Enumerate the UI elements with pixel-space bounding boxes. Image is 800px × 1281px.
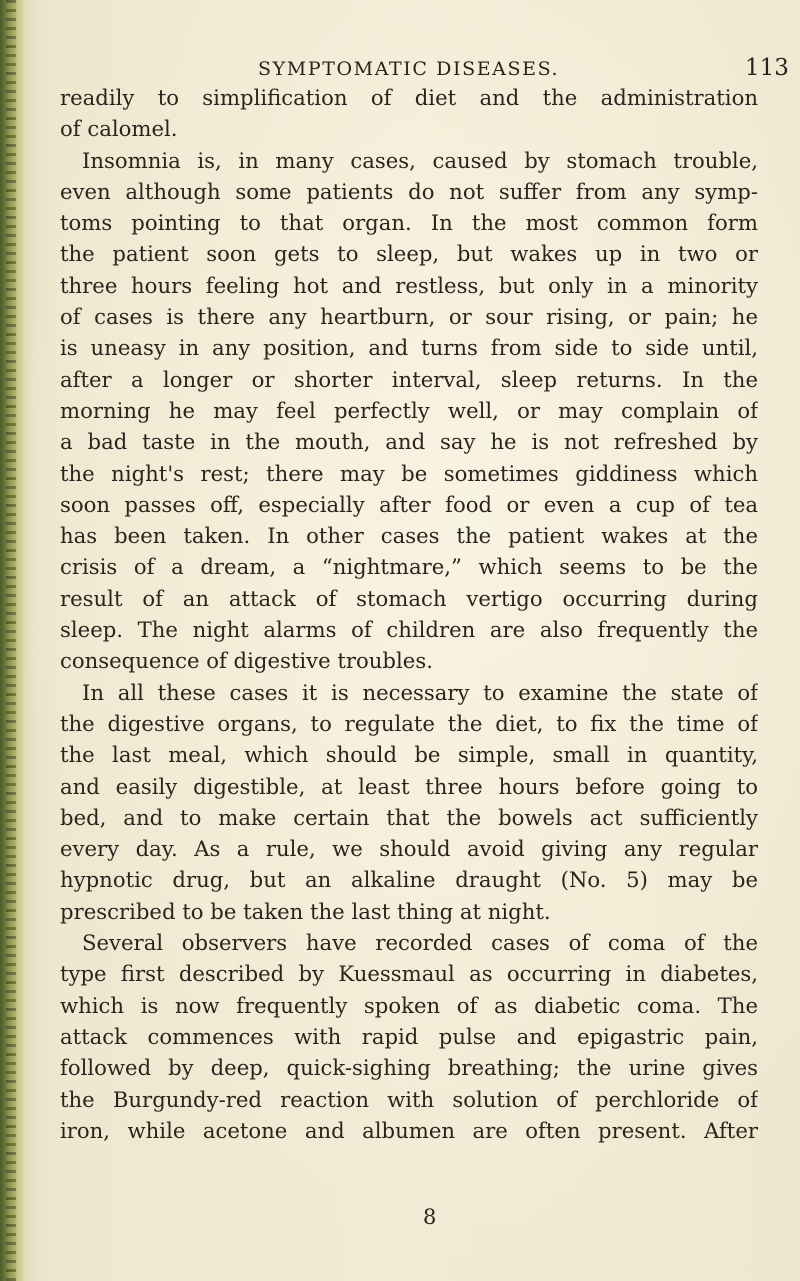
text-line: sleep. The night alarms of children are also frequently the [60, 617, 758, 643]
text-line: morning he may feel perfectly well, or may complain of [60, 397, 758, 423]
text-line: has been taken. In other cases the patient wakes at the [60, 523, 758, 549]
running-head: SYMPTOMATIC DISEASES. [258, 58, 560, 80]
text-line: the night's rest; there may be sometimes giddiness which [60, 460, 758, 486]
text-line: followed by deep, quick-sighing breathing; the urine gives [60, 1055, 758, 1081]
text-line: toms pointing to that organ. In the most common form [60, 210, 758, 236]
text-line: result of an attack of stomach vertigo occurring during [60, 585, 758, 611]
text-line: hypnotic drug, but an alkaline draught (No. 5) may be [60, 867, 758, 893]
text-line: the digestive organs, to regulate the diet, to fix the time of [60, 710, 758, 736]
text-line: bed, and to make certain that the bowels act sufficiently [60, 804, 758, 830]
text-line: readily to simplification of diet and the administration [60, 85, 758, 110]
text-line: three hours feeling hot and restless, but only in a minority [60, 272, 758, 298]
text-line: a bad taste in the mouth, and say he is not refreshed by [60, 429, 758, 455]
text-line: of calomel. [60, 116, 178, 142]
body-text [60, 82, 758, 1146]
text-line: Several observers have recorded cases of coma of the [82, 930, 758, 956]
text-line: Insomnia is, in many cases, caused by stomach trouble, [82, 147, 758, 173]
text-line: type first described by Kuessmaul as occurring in diabetes, [60, 961, 758, 987]
page-binding-edge [0, 0, 34, 1281]
text-line: In all these cases it is necessary to examine the state of [82, 679, 758, 705]
text-line: and easily digestible, at least three hours before going to [60, 773, 758, 799]
page-number: 113 [745, 55, 789, 81]
signature-mark: 8 [423, 1205, 437, 1229]
text-line: after a longer or shorter interval, sleep returns. In the [60, 366, 758, 392]
text-line: even although some patients do not suffer from any symp- [60, 178, 758, 204]
text-line: the last meal, which should be simple, small in quantity, [60, 742, 758, 768]
text-line: iron, while acetone and albumen are often present. After [60, 1117, 758, 1143]
text-line: which is now frequently spoken of as diabetic coma. The [60, 992, 758, 1018]
text-line: consequence of digestive troubles. [60, 648, 433, 674]
text-line: is uneasy in any position, and turns from side to side until, [60, 335, 758, 361]
text-line: every day. As a rule, we should avoid giving any regular [60, 836, 758, 862]
text-line: the Burgundy-red reaction with solution of perchloride of [60, 1086, 758, 1112]
text-line: the patient soon gets to sleep, but wakes up in two or [60, 241, 758, 267]
text-line: prescribed to be taken the last thing at night. [60, 898, 551, 924]
text-line: attack commences with rapid pulse and epigastric pain, [60, 1023, 758, 1049]
text-line: crisis of a dream, a “nightmare,” which seems to be the [60, 554, 758, 580]
text-line: soon passes off, especially after food or even a cup of tea [60, 491, 758, 517]
text-line: of cases is there any heartburn, or sour rising, or pain; he [60, 304, 758, 330]
